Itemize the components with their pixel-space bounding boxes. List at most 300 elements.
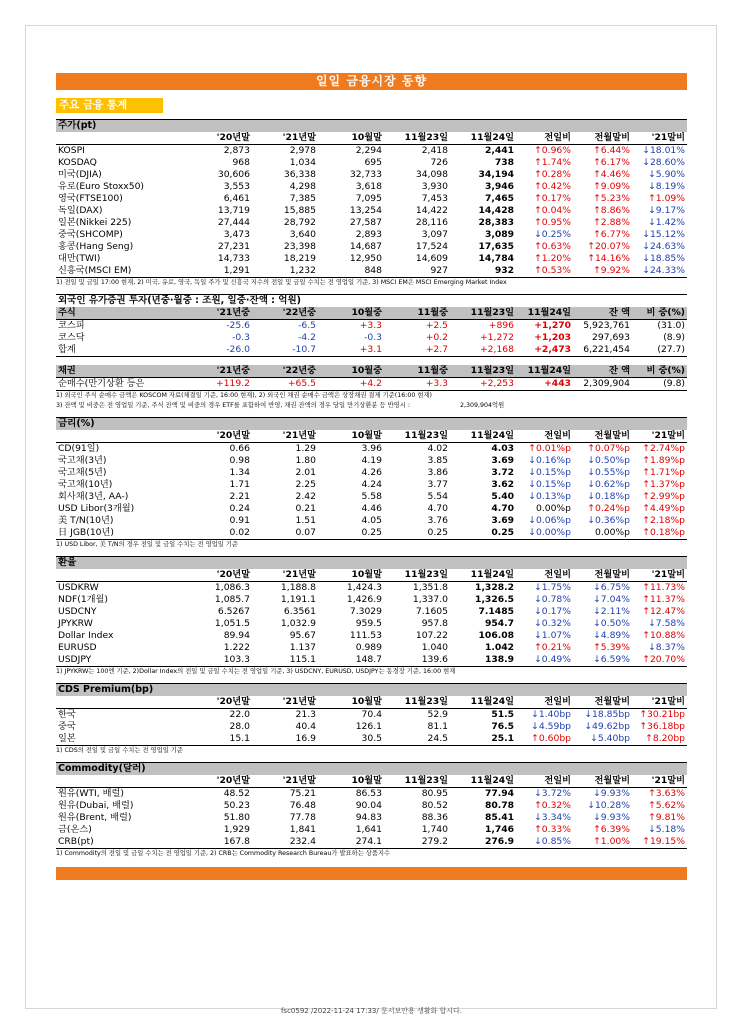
stocks-value-cell: 13,254 — [349, 205, 382, 216]
cds-row — [56, 721, 687, 733]
stocks-row — [56, 265, 687, 278]
stocks-row-name: 독일(DAX) — [58, 205, 103, 216]
stocks-value-cell: 15,885 — [283, 205, 316, 216]
stocks-value-cell: 1,291 — [184, 265, 252, 278]
commodity-value-cell: 75.21 — [289, 788, 316, 799]
rates-value-cell: 1.34 — [229, 467, 250, 478]
rates-change-cell: ↓0.55%p — [587, 467, 630, 478]
cds-change-cell: ↑36.18bp — [639, 721, 685, 732]
fx-header-cell: '20년말 — [184, 569, 252, 582]
commodity-value-cell: 90.04 — [355, 800, 382, 811]
stocks-value-cell: 14,422 — [415, 205, 448, 216]
report-title: 일일 금융시장 동향 — [56, 73, 687, 90]
rates-value-cell: 1.51 — [295, 515, 316, 526]
fx-change-cell: ↓0.50% — [593, 618, 630, 629]
fx-header-cell: 10월말 — [318, 569, 384, 582]
fx-row-name: USDCNY — [58, 606, 97, 617]
fx-row-name: EURUSD — [58, 642, 97, 653]
fx-change-cell: ↓6.59% — [573, 654, 632, 667]
stocks-value-cell: 3,097 — [421, 229, 448, 240]
commodity-value-cell: 276.9 — [450, 836, 516, 849]
foreign-value-cell: +4.2 — [318, 378, 384, 391]
rates-row — [56, 491, 687, 503]
rates-section-title: 금리(%) — [56, 417, 687, 430]
stocks-value-cell: 2,418 — [421, 145, 448, 156]
commodity-row-name: 원유(Brent, 배럴) — [58, 812, 132, 823]
rates-change-cell: ↑1.37%p — [642, 479, 685, 490]
foreign-header-cell: 채권 — [56, 365, 184, 378]
rates-change-cell: ↑2.99%p — [642, 491, 685, 502]
stocks-value-cell: 848 — [318, 265, 384, 278]
foreign-balance-cell: 5,923,761 — [583, 320, 630, 331]
foreign-note-2 — [56, 401, 687, 411]
cds-value-cell: 70.4 — [361, 709, 382, 720]
foreign-header-cell: 10월중 — [318, 307, 384, 320]
stocks-value-cell: 3,930 — [421, 181, 448, 192]
foreign-note-2-value: 2,309,904억원 — [459, 402, 505, 409]
foreign-header-cell: 11월23일 — [450, 307, 516, 320]
rates-value-cell: 0.07 — [252, 527, 318, 540]
cds-value-cell: 15.1 — [184, 733, 252, 746]
commodity-row — [56, 812, 687, 824]
fx-change-cell: ↓6.75% — [593, 582, 630, 593]
foreign-row-name: 코스닥 — [58, 332, 85, 343]
stocks-value-cell: 17,635 — [478, 241, 514, 252]
fx-value-cell: 89.94 — [223, 630, 250, 641]
fx-change-cell: ↓4.89% — [593, 630, 630, 641]
cds-row — [56, 733, 687, 746]
stocks-change-cell: ↑4.46% — [593, 169, 630, 180]
commodity-table — [56, 775, 687, 849]
fx-value-cell: 1,188.8 — [280, 582, 316, 593]
rates-value-cell: 4.02 — [427, 443, 448, 454]
foreign-value-cell: +1,203 — [534, 332, 571, 343]
commodity-change-cell: ↑3.63% — [648, 788, 685, 799]
fx-change-cell: ↓1.07% — [534, 630, 571, 641]
stocks-change-cell: ↑0.17% — [534, 193, 571, 204]
foreign-header-cell: 비 중(%) — [632, 307, 687, 320]
stocks-value-cell: 7,453 — [421, 193, 448, 204]
stocks-change-cell: ↑6.44% — [593, 145, 630, 156]
foreign-value-cell: +2.5 — [425, 320, 448, 331]
foreign-header-cell: 11월24일 — [516, 365, 573, 378]
commodity-value-cell: 279.2 — [384, 836, 450, 849]
rates-value-cell: 0.25 — [384, 527, 450, 540]
stocks-value-cell: 28,116 — [415, 217, 448, 228]
foreign-value-cell: -10.7 — [252, 344, 318, 357]
commodity-change-cell: ↑5.62% — [648, 800, 685, 811]
stocks-row-name: 유로(Euro Stoxx50) — [58, 181, 145, 192]
commodity-change-cell: ↑19.15% — [632, 836, 687, 849]
commodity-header-cell: '21말비 — [632, 775, 687, 788]
rates-value-cell: 3.72 — [491, 467, 514, 478]
rates-value-cell: 2.21 — [229, 491, 250, 502]
cds-value-cell: 76.5 — [491, 721, 514, 732]
fx-value-cell: 7.1605 — [415, 606, 448, 617]
rates-value-cell: 3.69 — [491, 455, 514, 466]
fx-value-cell: 1,328.2 — [475, 582, 514, 593]
cds-value-cell: 24.5 — [384, 733, 450, 746]
fx-header-cell: '21말비 — [632, 569, 687, 582]
rates-change-cell: ↑1.89%p — [642, 455, 685, 466]
foreign-value-cell: +1,270 — [534, 320, 571, 331]
foreign-value-cell: +2,168 — [450, 344, 516, 357]
rates-change-cell: ↑1.71%p — [642, 467, 685, 478]
foreign-header-cell: 주식 — [56, 307, 184, 320]
rates-row-name: 日 JGB(10년) — [56, 527, 184, 540]
cds-row-name: 중국 — [58, 721, 76, 732]
stocks-row-name: 신흥국(MSCI EM) — [56, 265, 184, 278]
foreign-value-cell: +2.7 — [384, 344, 450, 357]
commodity-header-cell: 11월24일 — [450, 775, 516, 788]
fx-row — [56, 582, 687, 595]
commodity-header-cell — [56, 775, 184, 788]
rates-row — [56, 503, 687, 515]
rates-change-cell: ↓0.16%p — [528, 455, 571, 466]
stocks-change-cell: ↓0.25% — [534, 229, 571, 240]
commodity-change-cell: ↓9.93% — [593, 788, 630, 799]
report-subtitle: 주요 금융 통계 — [56, 98, 163, 113]
stocks-value-cell: 7,095 — [355, 193, 382, 204]
commodity-value-cell: 86.53 — [355, 788, 382, 799]
fx-value-cell: 138.9 — [450, 654, 516, 667]
fx-section-title: 환율 — [56, 556, 687, 569]
stocks-value-cell: 1,034 — [289, 157, 316, 168]
foreign-value-cell: -26.0 — [184, 344, 252, 357]
commodity-change-cell: ↓0.85% — [516, 836, 573, 849]
commodity-change-cell: ↓10.28% — [587, 800, 630, 811]
foreign-section-title: 외국인 유가증권 투자(년중·월중 : 조원, 일중·잔액 : 억원) — [56, 294, 687, 307]
rates-row-name: CD(91일) — [58, 443, 100, 454]
cds-note: 1) CDS의 전일 및 금일 수치는 전 영업일 기준 — [56, 747, 183, 754]
commodity-value-cell: 232.4 — [252, 836, 318, 849]
stocks-value-cell: 927 — [384, 265, 450, 278]
foreign-row — [56, 378, 687, 391]
stocks-change-cell: ↓5.90% — [648, 169, 685, 180]
stocks-value-cell: 28,792 — [283, 217, 316, 228]
foreign-bond-table — [56, 365, 687, 391]
stocks-value-cell: 932 — [450, 265, 516, 278]
commodity-header-cell: '20년말 — [184, 775, 252, 788]
foreign-balance-cell: 2,309,904 — [573, 378, 632, 391]
rates-value-cell: 4.26 — [361, 467, 382, 478]
stocks-row-name: 미국(DJIA) — [58, 169, 102, 180]
foreign-row — [56, 332, 687, 344]
stocks-change-cell: ↑0.95% — [534, 217, 571, 228]
rates-value-cell: 0.25 — [450, 527, 516, 540]
foreign-share-cell: (31.0) — [657, 320, 685, 331]
fx-table — [56, 569, 687, 667]
stocks-value-cell: 1,232 — [252, 265, 318, 278]
fx-value-cell: 1,085.7 — [214, 594, 250, 605]
fx-change-cell: ↓8.37% — [648, 642, 685, 653]
commodity-header-cell: 11월23일 — [384, 775, 450, 788]
stocks-change-cell: ↓1.42% — [648, 217, 685, 228]
fx-value-cell: 1.042 — [484, 642, 514, 653]
stocks-change-cell: ↑0.53% — [516, 265, 573, 278]
fx-value-cell: 1,032.9 — [280, 618, 316, 629]
fx-value-cell: 1.040 — [421, 642, 448, 653]
rates-change-cell: ↑4.49%p — [642, 503, 685, 514]
rates-row — [56, 443, 687, 456]
stocks-change-cell: ↑6.77% — [593, 229, 630, 240]
fx-change-cell: ↓1.75% — [534, 582, 571, 593]
fx-value-cell: 115.1 — [252, 654, 318, 667]
fx-value-cell: 7.1485 — [478, 606, 514, 617]
foreign-header-cell: '21년중 — [184, 307, 252, 320]
stocks-value-cell: 695 — [364, 157, 382, 168]
rates-value-cell: 3.96 — [361, 443, 382, 454]
commodity-change-cell: ↓3.34% — [534, 812, 571, 823]
cds-table — [56, 696, 687, 746]
stocks-row — [56, 169, 687, 181]
cds-header-cell: 11월23일 — [384, 696, 450, 709]
stocks-header-cell: 11월23일 — [384, 132, 450, 145]
rates-change-cell: ↓0.50%p — [587, 455, 630, 466]
stocks-value-cell: 968 — [232, 157, 250, 168]
foreign-header-cell: '21년중 — [184, 365, 252, 378]
rates-row-name: 美 T/N(10년) — [58, 515, 114, 526]
rates-change-cell: ↓0.00%p — [516, 527, 573, 540]
commodity-value-cell: 1,746 — [484, 824, 514, 835]
cds-header-cell: 10월말 — [318, 696, 384, 709]
stocks-change-cell: ↓24.63% — [642, 241, 685, 252]
stocks-row — [56, 193, 687, 205]
rates-change-cell: ↑2.74%p — [642, 443, 685, 454]
stocks-value-cell: 7,465 — [484, 193, 514, 204]
foreign-row-name: 순매수(만기상환 등은 — [56, 378, 184, 391]
cds-value-cell: 28.0 — [229, 721, 250, 732]
commodity-value-cell: 1,929 — [223, 824, 250, 835]
cds-value-cell: 52.9 — [427, 709, 448, 720]
rates-header-cell: 전일비 — [516, 430, 573, 443]
commodity-value-cell: 1,641 — [355, 824, 382, 835]
cds-change-cell: ↑0.60bp — [516, 733, 573, 746]
commodity-note: 1) Commodity의 전일 및 금일 수치는 전 영업일 기준, 2) CRB는 Commodity Research Bureau가 발표하는 상품지수 — [56, 850, 391, 857]
rates-value-cell: 0.91 — [229, 515, 250, 526]
cds-value-cell: 25.1 — [450, 733, 516, 746]
rates-value-cell: 5.40 — [491, 491, 514, 502]
stocks-header-cell: 전일비 — [516, 132, 573, 145]
fx-row-name: USDKRW — [58, 582, 99, 593]
stocks-value-cell: 23,398 — [283, 241, 316, 252]
rates-value-cell: 3.76 — [427, 515, 448, 526]
commodity-value-cell: 77.94 — [484, 788, 514, 799]
foreign-balance-cell: 297,693 — [592, 332, 630, 343]
foreign-header-cell: 11월23일 — [450, 365, 516, 378]
fx-value-cell: 107.22 — [415, 630, 448, 641]
rates-change-cell: ↓0.06%p — [528, 515, 571, 526]
stocks-change-cell: ↑0.04% — [534, 205, 571, 216]
fx-change-cell: ↓7.04% — [593, 594, 630, 605]
foreign-share-cell: (8.9) — [663, 332, 685, 343]
foreign-share-cell: (27.7) — [632, 344, 687, 357]
rates-header-cell: 전월말비 — [573, 430, 632, 443]
rates-value-cell: 1.71 — [229, 479, 250, 490]
rates-header-cell: 11월23일 — [384, 430, 450, 443]
cds-section-title: CDS Premium(bp) — [56, 683, 687, 696]
foreign-note-2-text: 3) 잔액 및 비중은 전 영업일 기준, 주식 잔액 및 비중의 경우 ETF를 포함하여 반영, 채권 잔액의 경우 당일 만기상환분 등 반영시 : — [56, 402, 410, 409]
rates-value-cell: 1.80 — [295, 455, 316, 466]
stocks-change-cell: ↑5.23% — [593, 193, 630, 204]
stocks-row — [56, 217, 687, 229]
cds-header-cell — [56, 696, 184, 709]
foreign-value-cell: +2,473 — [516, 344, 573, 357]
rates-change-cell: ↓0.18%p — [587, 491, 630, 502]
rates-value-cell: 0.21 — [295, 503, 316, 514]
stocks-value-cell: 3,473 — [223, 229, 250, 240]
rates-row-name: 국고채(5년) — [58, 467, 107, 478]
rates-row-name: 회사채(3년, AA-) — [58, 491, 129, 502]
foreign-stock-table — [56, 307, 687, 357]
stocks-change-cell: ↓8.19% — [648, 181, 685, 192]
rates-change-cell: ↓0.15%p — [528, 479, 571, 490]
fx-value-cell: 1,426.9 — [346, 594, 382, 605]
fx-row — [56, 654, 687, 667]
fx-change-cell: ↓0.17% — [534, 606, 571, 617]
rates-header-cell: 11월24일 — [450, 430, 516, 443]
foreign-value-cell: +3.1 — [318, 344, 384, 357]
foreign-header-cell: '22년중 — [252, 365, 318, 378]
stocks-value-cell: 2,978 — [289, 145, 316, 156]
stocks-change-cell: ↑9.92% — [573, 265, 632, 278]
fx-change-cell: ↑5.39% — [593, 642, 630, 653]
commodity-value-cell: 94.83 — [355, 812, 382, 823]
commodity-value-cell: 1,841 — [289, 824, 316, 835]
stocks-change-cell: ↓9.17% — [648, 205, 685, 216]
stocks-value-cell: 3,618 — [355, 181, 382, 192]
fx-change-cell: ↑20.70% — [632, 654, 687, 667]
rates-header-cell: '20년말 — [184, 430, 252, 443]
fx-value-cell: 1.137 — [289, 642, 316, 653]
fx-row — [56, 642, 687, 654]
foreign-header-cell: 잔 액 — [573, 365, 632, 378]
foreign-value-cell: +0.2 — [425, 332, 448, 343]
stocks-value-cell: 6,461 — [223, 193, 250, 204]
cds-header-cell: '21말비 — [632, 696, 687, 709]
fx-change-cell: ↑12.47% — [642, 606, 685, 617]
fx-change-cell: ↑0.21% — [534, 642, 571, 653]
rates-value-cell: 0.98 — [229, 455, 250, 466]
rates-row — [56, 479, 687, 491]
fx-value-cell: 106.08 — [478, 630, 514, 641]
stocks-value-cell: 17,524 — [415, 241, 448, 252]
rates-value-cell: 0.25 — [318, 527, 384, 540]
foreign-header-cell: 10월중 — [318, 365, 384, 378]
foreign-row — [56, 344, 687, 357]
cds-value-cell: 81.1 — [427, 721, 448, 732]
stocks-row-name: KOSDAQ — [58, 157, 97, 168]
rates-header-cell — [56, 430, 184, 443]
commodity-header-cell: 10월말 — [318, 775, 384, 788]
fx-value-cell: 103.3 — [184, 654, 252, 667]
foreign-value-cell: -25.6 — [226, 320, 250, 331]
foreign-value-cell: -0.3 — [232, 332, 250, 343]
commodity-header-cell: 전일비 — [516, 775, 573, 788]
stocks-value-cell: 3,553 — [223, 181, 250, 192]
rates-value-cell: 4.70 — [427, 503, 448, 514]
stocks-value-cell: 34,194 — [478, 169, 514, 180]
fx-header-cell: 전월말비 — [573, 569, 632, 582]
commodity-change-cell: ↑0.33% — [534, 824, 571, 835]
stocks-value-cell: 726 — [430, 157, 448, 168]
stocks-value-cell: 2,893 — [355, 229, 382, 240]
rates-value-cell: 3.86 — [427, 467, 448, 478]
stocks-row-name: 대만(TWI) — [58, 253, 101, 264]
cds-header-cell: '20년말 — [184, 696, 252, 709]
cds-value-cell: 16.9 — [252, 733, 318, 746]
stocks-change-cell: ↓28.60% — [642, 157, 685, 168]
commodity-change-cell: ↓3.72% — [534, 788, 571, 799]
commodity-value-cell: 48.52 — [223, 788, 250, 799]
commodity-value-cell: 167.8 — [184, 836, 252, 849]
fx-value-cell: 1,351.8 — [412, 582, 448, 593]
foreign-value-cell: +65.5 — [252, 378, 318, 391]
stocks-value-cell: 3,089 — [484, 229, 514, 240]
fx-header-cell: 11월24일 — [450, 569, 516, 582]
fx-header-cell: '21년말 — [252, 569, 318, 582]
stocks-value-cell: 3,640 — [289, 229, 316, 240]
rates-change-cell: 0.00%p — [573, 527, 632, 540]
fx-value-cell: 1,326.5 — [475, 594, 514, 605]
stocks-row-name: 홍콩(Hang Seng) — [58, 241, 134, 252]
commodity-value-cell: 274.1 — [318, 836, 384, 849]
foreign-value-cell: +896 — [488, 320, 514, 331]
rates-value-cell: 4.70 — [491, 503, 514, 514]
stocks-value-cell: 34,098 — [415, 169, 448, 180]
stocks-change-cell: ↑2.88% — [593, 217, 630, 228]
rates-change-cell: ↑0.07%p — [587, 443, 630, 454]
rates-table — [56, 430, 687, 540]
commodity-change-cell: ↑6.39% — [593, 824, 630, 835]
stocks-value-cell: 30,606 — [217, 169, 250, 180]
foreign-row-name: 코스피 — [58, 320, 85, 331]
fx-value-cell: 6.3561 — [283, 606, 316, 617]
commodity-value-cell: 51.80 — [223, 812, 250, 823]
foreign-header-cell: 11월중 — [384, 307, 450, 320]
stocks-row — [56, 181, 687, 193]
stocks-change-cell: ↓18.01% — [642, 145, 685, 156]
stocks-value-cell: 2,873 — [223, 145, 250, 156]
cds-value-cell: 126.1 — [355, 721, 382, 732]
foreign-value-cell: +119.2 — [184, 378, 252, 391]
commodity-value-cell: 50.23 — [223, 800, 250, 811]
fx-value-cell: 957.8 — [421, 618, 448, 629]
commodity-value-cell: 76.48 — [289, 800, 316, 811]
cds-row — [56, 709, 687, 722]
stocks-value-cell: 28,383 — [478, 217, 514, 228]
stocks-change-cell: ↓15.12% — [642, 229, 685, 240]
stocks-header-cell: '21년말 — [252, 132, 318, 145]
commodity-value-cell: 85.41 — [484, 812, 514, 823]
foreign-row-name: 합계 — [56, 344, 184, 357]
rates-change-cell: ↑2.18%p — [642, 515, 685, 526]
rates-value-cell: 0.02 — [184, 527, 252, 540]
stocks-value-cell: 27,587 — [349, 217, 382, 228]
fx-value-cell: 139.6 — [384, 654, 450, 667]
rates-change-cell: ↑0.24%p — [587, 503, 630, 514]
rates-value-cell: 4.03 — [491, 443, 514, 454]
foreign-share-cell: (9.8) — [632, 378, 687, 391]
cds-header-cell: 전일비 — [516, 696, 573, 709]
fx-change-cell: ↓2.11% — [593, 606, 630, 617]
foreign-value-cell: +2,253 — [450, 378, 516, 391]
fx-row-name: NDF(1개월) — [58, 594, 108, 605]
commodity-change-cell: ↑0.32% — [534, 800, 571, 811]
fx-row-name: USDJPY — [56, 654, 184, 667]
stocks-change-cell: ↑14.16% — [587, 253, 630, 264]
fx-change-cell: ↑11.73% — [642, 582, 685, 593]
